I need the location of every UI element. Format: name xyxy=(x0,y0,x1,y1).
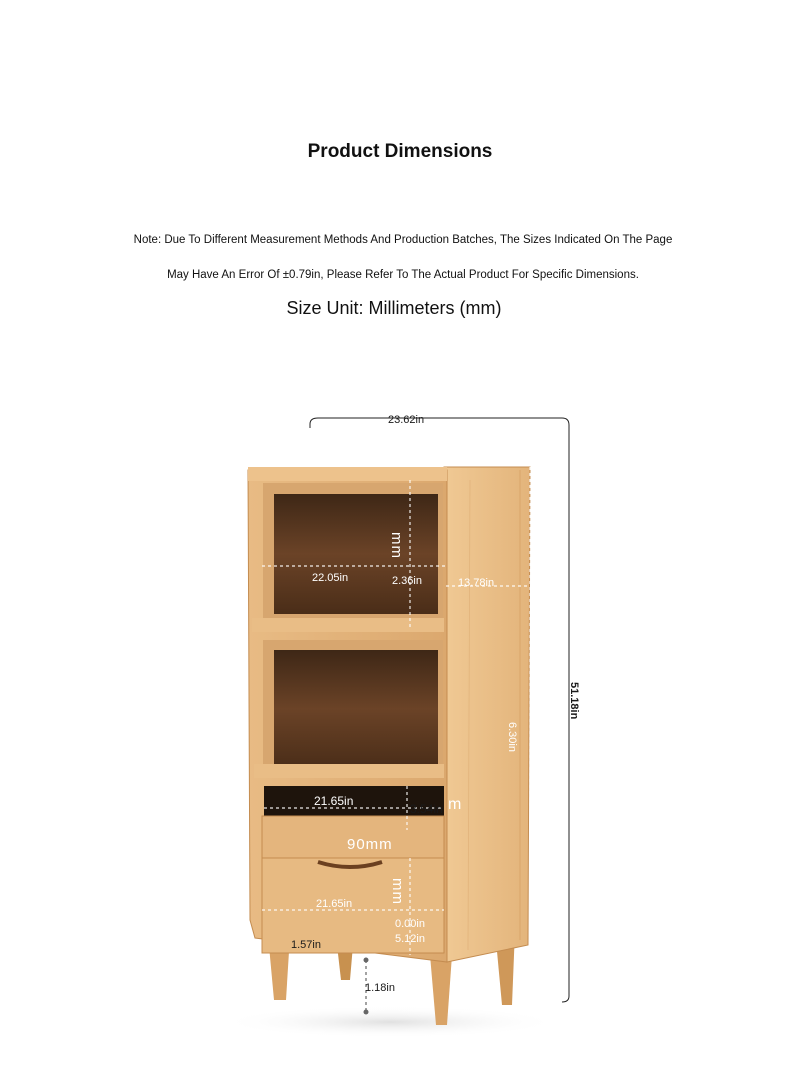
upper-gap-label: 2.36in xyxy=(392,575,422,587)
open-shelf-height-label: 3.54in xyxy=(410,802,443,816)
top-rail xyxy=(248,467,447,481)
open-shelf-width-label: 21.65in xyxy=(314,794,354,808)
note-line-2: May Have An Error Of ±0.79in, Please Refer To The Actual Product For Specific Dimensions. xyxy=(167,269,639,281)
page-title: Product Dimensions xyxy=(307,141,493,162)
drawer-mm-vertical-label: mm xyxy=(389,878,406,905)
drawer-width-label: 21.65in xyxy=(316,898,353,910)
middle-shelf-lip xyxy=(254,764,444,778)
drawer-height-label: 5.12in xyxy=(395,933,425,945)
note-line-1: Note: Due To Different Measurement Methods And Production Batches, The Sizes Indicated On The Page xyxy=(133,234,673,246)
overall-height-label: 51.18in xyxy=(568,682,580,720)
side-panel xyxy=(444,467,530,962)
upper-glass xyxy=(274,494,438,614)
leg-width-label: 1.57in xyxy=(291,939,321,951)
side-height-label: 6.30in xyxy=(506,722,518,752)
width-dimension-line xyxy=(310,418,569,428)
leg-height-dot-top xyxy=(364,958,369,963)
overall-width-label: 23.62in xyxy=(388,414,425,426)
leg-height-dot-bottom xyxy=(364,1010,369,1015)
middle-glass xyxy=(274,650,438,768)
drawer-mm-label: 90mm xyxy=(347,836,393,853)
upper-mm-label: mm xyxy=(388,532,405,559)
floor-shadow xyxy=(220,1006,560,1038)
depth-label: 13.78in xyxy=(458,577,495,589)
leg-height-label: 1.18in xyxy=(365,982,395,994)
open-shelf-mm-label: m xyxy=(448,796,462,813)
drawer-gap-label: 0.00in xyxy=(395,918,425,930)
upper-width-label: 22.05in xyxy=(312,572,349,584)
upper-shelf-lip xyxy=(252,618,444,632)
size-unit: Size Unit: Millimeters (mm) xyxy=(286,298,502,318)
